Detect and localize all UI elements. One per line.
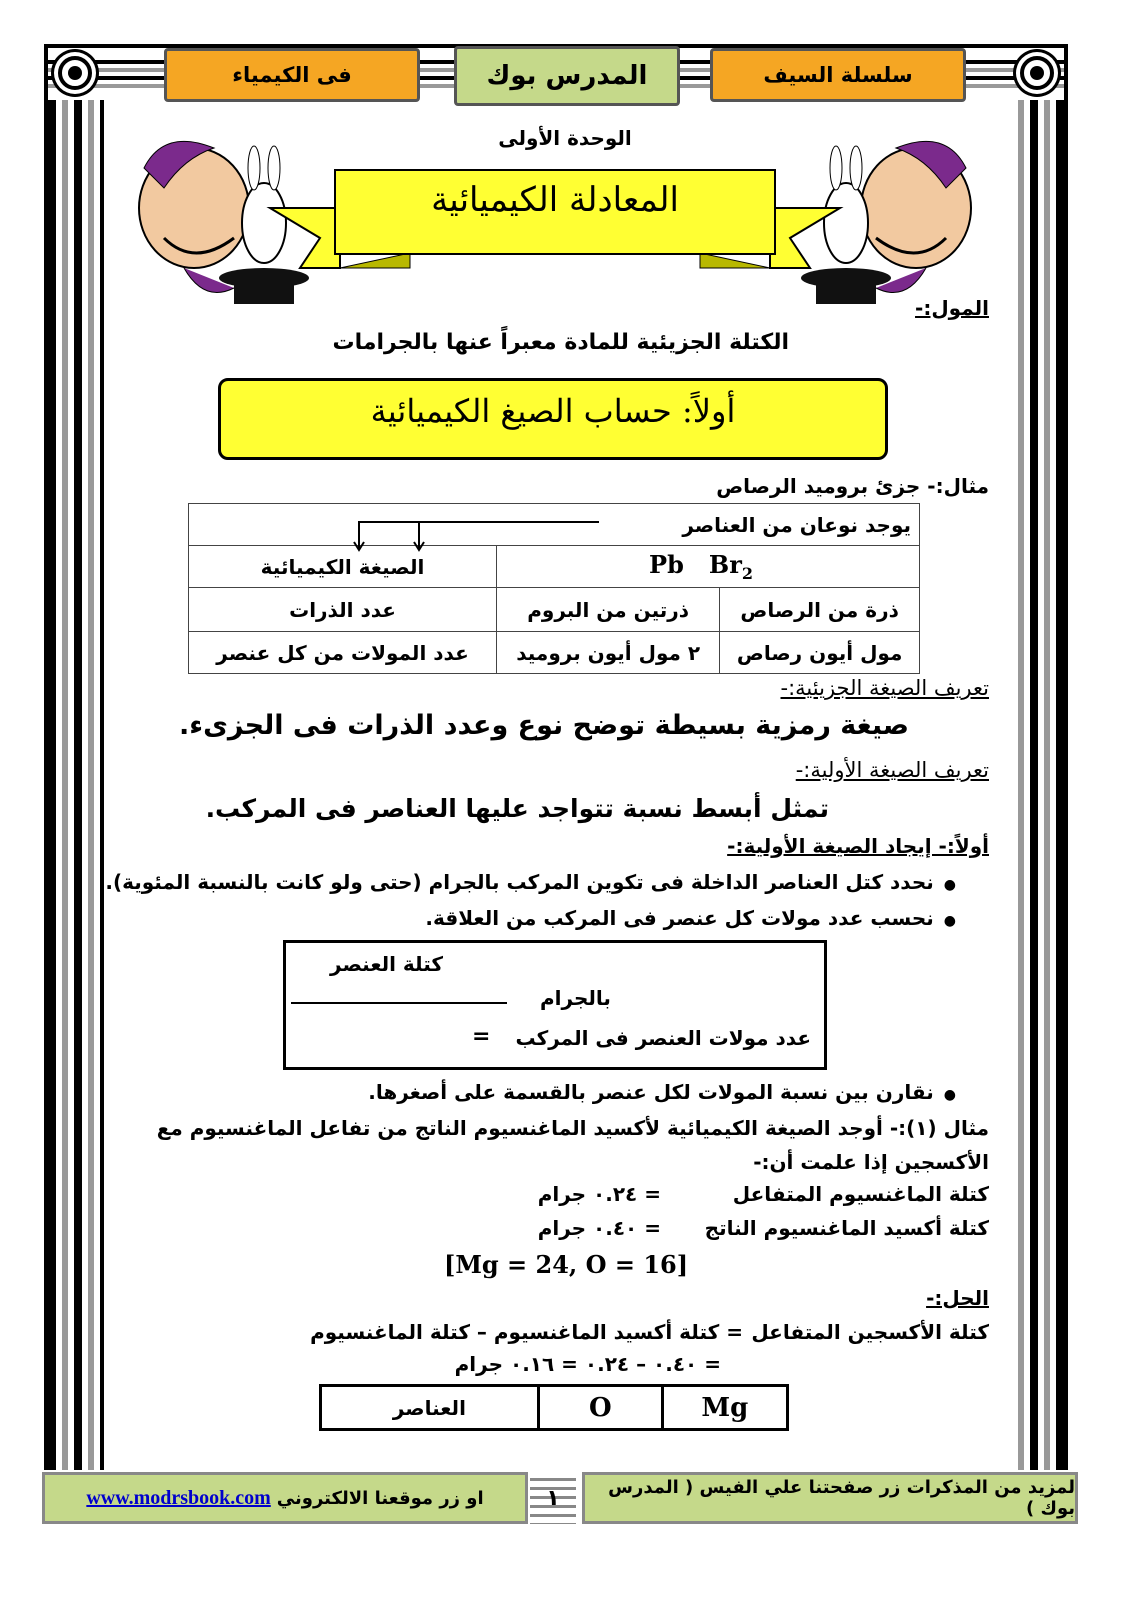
header-subject: فى الكيمياء [232,63,352,87]
corner-circle-right [1020,56,1054,90]
relation-equals: = [472,1024,491,1049]
table2-o: O [588,1392,612,1423]
mole-heading: المول:- [915,296,989,320]
header-subject-box [164,48,420,102]
footer-website-box [42,1472,528,1524]
table1-row3-pb: ذرة من الرصاص [740,597,899,622]
header-series: سلسلة السيف [763,63,913,87]
table1-row3-pb-cell [720,588,920,632]
example-heading: مثال:- جزئ بروميد الرصاص [716,474,989,498]
finding-bullet2: ● نحسب عدد مولات كل عنصر فى المركب من العلاقة. [425,906,956,930]
table1-row2-label: الصيغة الكيميائية [260,554,425,579]
footer-left-prefix: او زر موقعنا الالكتروني [276,1487,484,1509]
table1-row4-label: عدد المولات من كل عنصر [216,640,469,665]
formula-br-sub: 2 [741,563,753,583]
footer-facebook-box [582,1472,1078,1524]
frame-left-stripes [48,100,104,1480]
table1-row4-pb: مول أيون رصاص [736,640,903,665]
molecular-formula-heading: تعريف الصيغة الجزيئية:- [780,676,989,700]
solution-line2: = ٠.٤٠ – ٠.٢٤ = ٠.١٦ جرام [454,1352,721,1376]
page-number: ١ [530,1472,576,1524]
finding-bullet1: ● نحدد كتل العناصر الداخلة فى تكوين المركب بالجرام (حتى ولو كانت بالنسبة المئوية). [105,870,956,894]
solution-line1-value: = كتلة أكسيد الماغنسيوم – كتلة الماغنسيوم [310,1320,743,1344]
table2-mg: Mg [701,1392,749,1423]
header-brand: المدرس بوك [486,61,648,91]
lesson-title: المعادلة الكيميائية [431,180,679,220]
molecular-formula-definition: صيغة رمزية بسيطة توضح نوع وعدد الذرات فى الجزىء. [179,710,909,741]
table1-row3-br-cell [497,588,720,632]
fraction-line [291,1002,507,1004]
section1-banner-text: أولاً: حساب الصيغ الكيميائية [370,392,736,430]
unit-label: الوحدة الأولى [498,126,632,150]
example1-line2: الأكسجين إذا علمت أن:- [753,1150,989,1174]
table2-label: العناصر [392,1395,466,1420]
table1-row3-label-cell [189,588,497,632]
relation-left-side: عدد مولات العنصر فى المركب [515,1026,811,1050]
atomic-masses: [Mg = 24, O = 16] [444,1250,689,1279]
header-series-box [710,48,966,102]
table1-row1 [189,504,920,546]
table1-row1-label: يوجد نوعان من العناصر [682,512,911,537]
relation-numerator: كتلة العنصر [330,952,444,976]
example1-line1: مثال (١):- أوجد الصيغة الكيميائية لأكسيد الماغنسيوم الناتج من تفاعل الماغنسيوم مع [156,1116,989,1140]
footer-right-text[interactable]: لمزيد من المذكرات زر صفحتنا علي الفيس ( المدرس بوك ) [608,1477,1075,1519]
table2-mg-cell [662,1386,787,1430]
given1-label: كتلة الماغنسيوم المتفاعل [732,1182,989,1206]
formula-pb: Pb [649,550,684,580]
elements-table [319,1384,789,1431]
formula-br: Br [708,550,742,580]
empirical-formula-heading: تعريف الصيغة الأولية:- [795,758,989,782]
table1-row3-label: عدد الذرات [289,597,396,622]
table1-row4-pb-cell [720,632,920,674]
table1-row4-br: ٢ مول أيون بروميد [516,640,701,665]
solution-line1-label: كتلة الأكسجين المتفاعل [751,1320,989,1344]
table1-row4-label-cell [189,632,497,674]
relation-unit: بالجرام [540,986,611,1010]
given1-value: = ٠.٢٤ جرام [537,1182,661,1206]
frame-right-stripes [1012,100,1068,1480]
given2-value: = ٠.٤٠ جرام [537,1216,661,1240]
website-link[interactable]: www.modrsbook.com [86,1486,271,1509]
empirical-formula-definition: تمثل أبسط نسبة تتواجد عليها العناصر فى المركب. [205,794,829,823]
finding-bullet3: ● نقارن بين نسبة المولات لكل عنصر بالقسمة على أصغرها. [368,1080,956,1104]
table1-row4-br-cell [497,632,720,674]
header-brand-box [454,46,680,106]
corner-circle-left [58,56,92,90]
lead-bromide-table [188,503,920,674]
solution-heading: الحل:- [926,1286,989,1310]
finding-heading: أولاً:- إيجاد الصيغة الأولية:- [727,834,989,858]
table2-label-cell [321,1386,539,1430]
given2-label: كتلة أكسيد الماغنسيوم الناتج [704,1216,989,1240]
mole-definition: الكتلة الجزيئية للمادة معبراً عنها بالجرامات [332,330,789,355]
table1-row3-br: ذرتين من البروم [527,597,690,622]
table2-o-cell [538,1386,662,1430]
arrows-icon [349,518,609,552]
